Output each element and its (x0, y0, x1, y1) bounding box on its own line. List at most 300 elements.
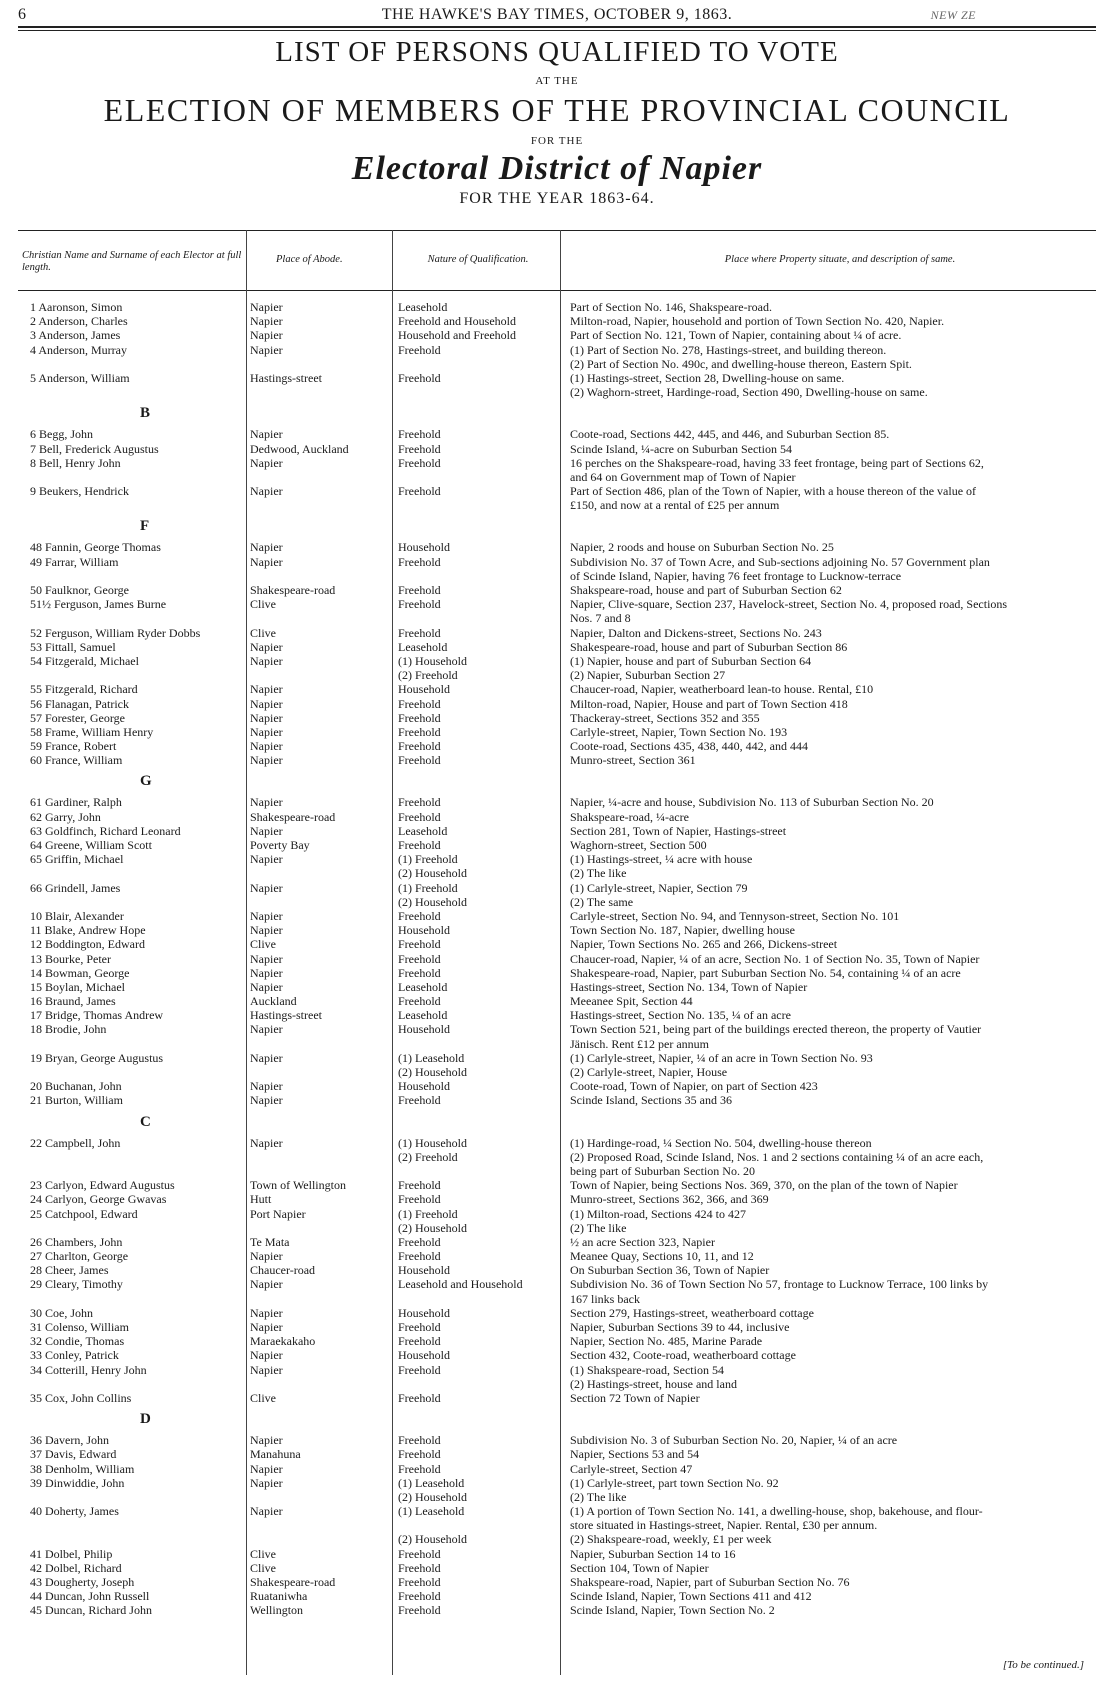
table-row (18, 427, 1096, 441)
place-of-abode: Napier (250, 1362, 283, 1377)
qualification: (1) Leasehold (398, 1475, 465, 1490)
place-of-abode: Napier (250, 1079, 283, 1094)
table-row (18, 810, 1096, 824)
elector-name: 19 Bryan, George Augustus (30, 1050, 164, 1065)
property-description: Scinde Island, ¼-acre on Suburban Section 54 (570, 441, 792, 456)
property-description: (1) Shakspeare-road, Section 54 (570, 1362, 724, 1377)
place-of-abode: Napier (250, 554, 283, 569)
elector-name: 21 Burton, William (30, 1093, 123, 1108)
elector-name: 26 Chambers, John (30, 1234, 123, 1249)
place-of-abode: Napier (250, 682, 283, 697)
property-description: Shakespeare-road, Napier, part Suburban Section No. 54, containing ¼ of an acre (570, 965, 961, 980)
table-row (18, 569, 1096, 583)
table-row (18, 1462, 1096, 1476)
qualification: Freehold (398, 1192, 441, 1207)
qualification: Freehold (398, 710, 441, 725)
table-row (18, 1221, 1096, 1235)
elector-name: 52 Ferguson, William Ryder Dobbs (30, 625, 201, 640)
column-header-name: Christian Name and Surname of each Elector at full length. (22, 250, 242, 273)
library-stamp: NEW ZE (930, 8, 976, 22)
qualification: Freehold (398, 1334, 441, 1349)
property-description: Scinde Island, Napier, Town Section No. 2 (570, 1603, 775, 1618)
property-description: Section 104, Town of Napier (570, 1560, 709, 1575)
section-letter-text: C (140, 1113, 151, 1130)
property-description: (1) Milton-road, Sections 424 to 427 (570, 1206, 746, 1221)
qualification: Freehold (398, 908, 441, 923)
table-row (18, 371, 1096, 385)
qualification: Household (398, 1263, 450, 1278)
table-row (18, 937, 1096, 951)
place-of-abode: Clive (250, 937, 276, 952)
qualification: Freehold (398, 951, 441, 966)
property-description: (2) Proposed Road, Scinde Island, Nos. 1 and 2 sections containing ¼ of an acre each, (570, 1149, 984, 1164)
place-of-abode: Napier (250, 724, 283, 739)
place-of-abode: Napier (250, 965, 283, 980)
table-row (18, 1377, 1096, 1391)
elector-name: 30 Coe, John (30, 1305, 93, 1320)
elector-name: 50 Faulknor, George (30, 583, 129, 597)
elector-name: 13 Bourke, Peter (30, 951, 111, 966)
table-row (18, 1150, 1096, 1164)
table-row (18, 952, 1096, 966)
elector-name: 32 Condie, Thomas (30, 1334, 125, 1349)
place-of-abode: Napier (250, 823, 283, 838)
qualification: Freehold (398, 370, 441, 385)
place-of-abode: Shakespeare-road (250, 583, 336, 597)
property-description: Shakspeare-road, house and part of Suburban Section 62 (570, 583, 842, 597)
table-row (18, 1192, 1096, 1206)
elector-name: 15 Boylan, Michael (30, 979, 125, 994)
elector-name: 16 Braund, James (30, 994, 116, 1009)
qualification: Leasehold (398, 823, 448, 838)
elector-name: 31 Colenso, William (30, 1320, 129, 1334)
property-description: Carlyle-street, Section No. 94, and Tennyson-street, Section No. 101 (570, 908, 900, 923)
section-letter (18, 1405, 1096, 1433)
table-row (18, 1334, 1096, 1348)
elector-name: 60 France, William (30, 753, 123, 768)
property-description: (2) Hastings-street, house and land (570, 1376, 737, 1391)
elector-name: 4 Anderson, Murray (30, 342, 127, 357)
table-row (18, 966, 1096, 980)
table-row (18, 597, 1096, 611)
table-row (18, 456, 1096, 470)
qualification: Household (398, 540, 450, 555)
elector-name: 14 Bowman, George (30, 965, 130, 980)
property-description: being part of Suburban Section No. 20 (570, 1163, 755, 1178)
place-of-abode: Napier (250, 455, 283, 470)
table-row (18, 498, 1096, 512)
property-description: (1) A portion of Town Section No. 141, a dwelling-house, shop, bakehouse, and flour- (570, 1504, 983, 1519)
elector-name: 55 Fitzgerald, Richard (30, 682, 138, 697)
qualification: Household (398, 1348, 450, 1363)
property-description: (1) Napier, house and part of Suburban Section 64 (570, 653, 812, 668)
qualification: Freehold (398, 1589, 441, 1604)
place-of-abode: Napier (250, 1461, 283, 1476)
place-of-abode: Napier (250, 328, 283, 343)
elector-name: 35 Cox, John Collins (30, 1390, 132, 1405)
place-of-abode: Maraekakaho (250, 1334, 316, 1349)
elector-name: 28 Cheer, James (30, 1263, 109, 1278)
qualification: Household and Freehold (398, 328, 516, 343)
elector-name: 1 Aaronson, Simon (30, 300, 123, 314)
running-head (18, 6, 1096, 24)
elector-name: 6 Begg, John (30, 427, 93, 442)
property-description: (2) The like (570, 866, 627, 881)
table-row (18, 895, 1096, 909)
place-of-abode: Napier (250, 1050, 283, 1065)
table-row (18, 1363, 1096, 1377)
table-row (18, 1518, 1096, 1532)
qualification: Freehold (398, 342, 441, 357)
place-of-abode: Napier (250, 923, 283, 938)
qualification: Leasehold (398, 1008, 448, 1023)
place-of-abode: Town of Wellington (250, 1178, 346, 1193)
table-row (18, 1561, 1096, 1575)
page-number: 6 (18, 6, 27, 23)
elector-name: 59 France, Robert (30, 739, 117, 754)
place-of-abode: Napier (250, 1305, 283, 1320)
table-row (18, 1306, 1096, 1320)
property-description: Meeanee Spit, Section 44 (570, 994, 693, 1009)
qualification: Freehold (398, 724, 441, 739)
table-row (18, 300, 1096, 314)
qualification: Household (398, 1305, 450, 1320)
qualification: Freehold (398, 1234, 441, 1249)
table-row (18, 753, 1096, 767)
property-description: (1) Carlyle-street, part town Section No. 92 (570, 1475, 779, 1490)
place-of-abode: Hastings-street (250, 370, 322, 385)
elector-name: 56 Flanagan, Patrick (30, 696, 129, 711)
table-row (18, 668, 1096, 682)
elector-name: 48 Fannin, George Thomas (30, 540, 161, 555)
place-of-abode: Napier (250, 753, 283, 768)
table-row (18, 711, 1096, 725)
table-row (18, 1490, 1096, 1504)
property-description: Munro-street, Sections 362, 366, and 369 (570, 1192, 769, 1207)
table-row (18, 385, 1096, 399)
property-description: Napier, Dalton and Dickens-street, Sections No. 243 (570, 625, 822, 640)
section-letter (18, 512, 1096, 540)
place-of-abode: Wellington (250, 1603, 304, 1618)
property-description: of Scinde Island, Napier, having 76 feet frontage to Lucknow-terrace (570, 568, 902, 583)
place-of-abode: Clive (250, 1560, 276, 1575)
place-of-abode: Napier (250, 880, 283, 895)
place-of-abode: Napier (250, 710, 283, 725)
elector-name: 3 Anderson, James (30, 328, 121, 343)
table-row (18, 1575, 1096, 1589)
place-of-abode: Te Mata (250, 1234, 290, 1249)
table-row (18, 1263, 1096, 1277)
table-row (18, 1037, 1096, 1051)
section-letter-text: G (140, 773, 152, 790)
table-row (18, 442, 1096, 456)
property-description: Napier, Section No. 485, Marine Parade (570, 1334, 763, 1349)
place-of-abode: Napier (250, 300, 283, 314)
table-row (18, 1532, 1096, 1546)
property-description: Part of Section No. 121, Town of Napier, containing about ¼ of acre. (570, 328, 902, 343)
property-description: and 64 on Government map of Town of Napier (570, 469, 796, 484)
table-row (18, 1008, 1096, 1022)
qualification: (2) Household (398, 866, 467, 881)
elector-name: 22 Campbell, John (30, 1135, 121, 1150)
table-row (18, 682, 1096, 696)
place-of-abode: Napier (250, 951, 283, 966)
section-letter-text: D (140, 1411, 151, 1428)
table-row (18, 328, 1096, 342)
table-row (18, 1136, 1096, 1150)
table-row (18, 1603, 1096, 1617)
property-description: Part of Section 486, plan of the Town of Napier, with a house thereon of the value of (570, 484, 977, 499)
qualification: Household (398, 1079, 450, 1094)
table-row (18, 1433, 1096, 1447)
table-row (18, 314, 1096, 328)
place-of-abode: Clive (250, 625, 276, 640)
place-of-abode: Napier (250, 653, 283, 668)
qualification: Freehold (398, 1390, 441, 1405)
table-row (18, 1164, 1096, 1178)
elector-name: 11 Blake, Andrew Hope (30, 923, 146, 938)
property-description: Coote-road, Town of Napier, on part of Section 423 (570, 1079, 818, 1094)
place-of-abode: Napier (250, 1277, 283, 1292)
property-description: (1) Hastings-street, Section 28, Dwelling-house on same. (570, 370, 845, 385)
elector-list (18, 300, 1096, 1618)
place-of-abode: Dedwood, Auckland (250, 441, 349, 456)
property-description: Scinde Island, Napier, Town Sections 411 and 412 (570, 1589, 812, 1604)
elector-name: 33 Conley, Patrick (30, 1348, 119, 1363)
top-rule-thin (18, 30, 1096, 31)
property-description: Thackeray-street, Sections 352 and 355 (570, 710, 760, 725)
qualification: (2) Freehold (398, 668, 458, 683)
property-description: (2) Napier, Suburban Section 27 (570, 668, 726, 683)
elector-name: 64 Greene, William Scott (30, 838, 152, 852)
table-row (18, 1292, 1096, 1306)
elector-name: 2 Anderson, Charles (30, 314, 128, 329)
property-description: (2) Waghorn-street, Hardinge-road, Section 490, Dwelling-house on same. (570, 385, 928, 400)
table-row (18, 824, 1096, 838)
qualification: (1) Household (398, 653, 467, 668)
qualification: Freehold (398, 1546, 441, 1561)
qualification: (1) Leasehold (398, 1050, 465, 1065)
elector-name: 23 Carlyon, Edward Augustus (30, 1178, 175, 1193)
qualification: (2) Household (398, 1065, 467, 1079)
property-description: (1) Carlyle-street, Napier, ¼ of an acre in Town Section No. 93 (570, 1050, 873, 1065)
property-description: Waghorn-street, Section 500 (570, 838, 707, 852)
header-rule-bottom (18, 290, 1096, 291)
elector-name: 27 Charlton, George (30, 1249, 129, 1264)
title-year: FOR THE YEAR 1863-64. (459, 190, 655, 207)
title-for: FOR THE (530, 135, 584, 147)
qualification: Household (398, 1022, 450, 1037)
qualification: Freehold (398, 753, 441, 768)
place-of-abode: Napier (250, 696, 283, 711)
place-of-abode: Clive (250, 1390, 276, 1405)
qualification: Freehold (398, 427, 441, 442)
property-description: Carlyle-street, Napier, Town Section No. 193 (570, 724, 788, 739)
property-description: (1) Hastings-street, ¼ acre with house (570, 852, 753, 867)
table-row (18, 1348, 1096, 1362)
qualification: (2) Household (398, 894, 467, 909)
table-row (18, 357, 1096, 371)
place-of-abode: Napier (250, 1320, 283, 1334)
section-letter (18, 767, 1096, 795)
place-of-abode: Napier (250, 639, 283, 654)
table-row (18, 1320, 1096, 1334)
qualification: (2) Household (398, 1220, 467, 1235)
property-description: Subdivision No. 3 of Suburban Section No. 20, Napier, ¼ of an acre (570, 1433, 898, 1448)
place-of-abode: Napier (250, 1475, 283, 1490)
qualification: Freehold (398, 1461, 441, 1476)
table-row (18, 1051, 1096, 1065)
qualification: Freehold (398, 1362, 441, 1377)
table-row (18, 1547, 1096, 1561)
place-of-abode: Shakespeare-road (250, 1575, 336, 1589)
table-row (18, 923, 1096, 937)
elector-name: 20 Buchanan, John (30, 1079, 122, 1094)
elector-name: 29 Cleary, Timothy (30, 1277, 123, 1292)
table-row (18, 540, 1096, 554)
property-description: (2) The same (570, 894, 634, 909)
elector-name: 38 Denholm, William (30, 1461, 135, 1476)
qualification: Leasehold and Household (398, 1277, 523, 1292)
section-letter-text: F (140, 518, 150, 535)
section-letter (18, 1108, 1096, 1136)
title-at: AT THE (535, 75, 579, 87)
column-header-nature: Nature of Qualification. (427, 254, 529, 265)
header-rule (18, 230, 1096, 231)
table-row (18, 1504, 1096, 1518)
elector-name: 45 Duncan, Richard John (30, 1603, 152, 1618)
qualification: (1) Freehold (398, 880, 458, 895)
qualification: Freehold (398, 625, 441, 640)
table-row (18, 1277, 1096, 1291)
qualification: Freehold and Household (398, 314, 516, 329)
elector-name: 61 Gardiner, Ralph (30, 795, 122, 810)
place-of-abode: Clive (250, 597, 276, 612)
table-row (18, 654, 1096, 668)
elector-name: 9 Beukers, Hendrick (30, 484, 129, 499)
property-description: Napier, Suburban Section 14 to 16 (570, 1546, 736, 1561)
qualification: Freehold (398, 583, 441, 597)
property-description: Napier, Town Sections No. 265 and 266, Dickens-street (570, 937, 838, 952)
table-row (18, 909, 1096, 923)
property-description: Town Section 521, being part of the buildings erected thereon, the property of Vautier (570, 1022, 982, 1037)
table-row (18, 626, 1096, 640)
qualification: Freehold (398, 1560, 441, 1575)
elector-name: 42 Dolbel, Richard (30, 1560, 122, 1575)
qualification: Freehold (398, 484, 441, 499)
elector-name: 40 Doherty, James (30, 1504, 119, 1519)
table-row (18, 1589, 1096, 1603)
property-description: £150, and now at a rental of £25 per annum (570, 498, 780, 513)
property-description: Section 281, Town of Napier, Hastings-street (570, 823, 787, 838)
property-description: Coote-road, Sections 435, 438, 440, 442, and 444 (570, 739, 808, 754)
property-description: Section 432, Coote-road, weatherboard cottage (570, 1348, 796, 1363)
elector-name: 37 Davis, Edward (30, 1447, 117, 1462)
qualification: Freehold (398, 809, 441, 824)
qualification: Freehold (398, 1575, 441, 1589)
table-row (18, 725, 1096, 739)
place-of-abode: Napier (250, 1249, 283, 1264)
place-of-abode: Shakespeare-road (250, 809, 336, 824)
table-row (18, 640, 1096, 654)
table-row (18, 470, 1096, 484)
place-of-abode: Napier (250, 908, 283, 923)
elector-name: 54 Fitzgerald, Michael (30, 653, 139, 668)
section-letter-text: B (140, 405, 151, 422)
qualification: Freehold (398, 1178, 441, 1193)
column-header-place: Place where Property situate, and description of same. (724, 254, 956, 265)
place-of-abode: Napier (250, 1504, 283, 1519)
place-of-abode: Napier (250, 540, 283, 555)
qualification: (2) Freehold (398, 1149, 458, 1164)
place-of-abode: Port Napier (250, 1206, 306, 1221)
property-description: (1) Carlyle-street, Napier, Section 79 (570, 880, 748, 895)
elector-name: 53 Fittall, Samuel (30, 639, 116, 654)
property-description: (1) Hardinge-road, ¼ Section No. 504, dwelling-house thereon (570, 1135, 872, 1150)
property-description: Shakspeare-road, ¼-acre (570, 809, 689, 824)
place-of-abode: Hastings-street (250, 1008, 322, 1023)
property-description: Munro-street, Section 361 (570, 753, 696, 768)
place-of-abode: Napier (250, 427, 283, 442)
property-description: (1) Part of Section No. 278, Hastings-street, and building thereon. (570, 342, 887, 357)
qualification: Freehold (398, 994, 441, 1009)
property-description: (2) Shakspeare-road, weekly, £1 per week (570, 1532, 772, 1547)
property-description: Meanee Quay, Sections 10, 11, and 12 (570, 1249, 754, 1264)
property-description: Scinde Island, Sections 35 and 36 (570, 1093, 732, 1108)
title-line-3: Electoral District of Napier (351, 150, 763, 187)
table-row (18, 343, 1096, 357)
table-row (18, 1022, 1096, 1036)
elector-name: 43 Dougherty, Joseph (30, 1575, 135, 1589)
place-of-abode: Napier (250, 1022, 283, 1037)
property-description: Carlyle-street, Section 47 (570, 1461, 693, 1476)
place-of-abode: Poverty Bay (250, 838, 310, 852)
top-rule (18, 26, 1096, 28)
property-description: Milton-road, Napier, household and portion of Town Section No. 420, Napier. (570, 314, 945, 329)
elector-name: 34 Cotterill, Henry John (30, 1362, 147, 1377)
property-description: Napier, 2 roods and house on Suburban Section No. 25 (570, 540, 834, 555)
table-row (18, 697, 1096, 711)
qualification: Household (398, 923, 450, 938)
property-description: (2) The like (570, 1489, 627, 1504)
elector-name: 25 Catchpool, Edward (30, 1206, 138, 1221)
elector-name: 36 Davern, John (30, 1433, 109, 1448)
qualification: Household (398, 682, 450, 697)
property-description: Milton-road, Napier, House and part of Town Section 418 (570, 696, 848, 711)
elector-name: 66 Grindell, James (30, 880, 121, 895)
table-row (18, 555, 1096, 569)
elector-name: 44 Duncan, John Russell (30, 1589, 150, 1604)
table-row (18, 866, 1096, 880)
qualification: Leasehold (398, 979, 448, 994)
qualification: Leasehold (398, 639, 448, 654)
property-description: On Suburban Section 36, Town of Napier (570, 1263, 770, 1278)
property-description: (2) Carlyle-street, Napier, House (570, 1065, 728, 1079)
elector-name: 12 Boddington, Edward (30, 937, 145, 952)
qualification: (2) Household (398, 1532, 467, 1547)
property-description: Hastings-street, Section No. 134, Town of Napier (570, 979, 808, 994)
place-of-abode: Napier (250, 1135, 283, 1150)
qualification: Freehold (398, 597, 441, 612)
table-row (18, 1476, 1096, 1490)
place-of-abode: Auckland (250, 994, 297, 1009)
table-row (18, 881, 1096, 895)
qualification: Freehold (398, 739, 441, 754)
elector-name: 24 Carlyon, George Gwavas (30, 1192, 167, 1207)
property-description: Subdivision No. 37 of Town Acre, and Sub-sections adjoining No. 57 Government plan (570, 554, 990, 569)
elector-name: 58 Frame, William Henry (30, 724, 154, 739)
elector-name: 18 Brodie, John (30, 1022, 107, 1037)
